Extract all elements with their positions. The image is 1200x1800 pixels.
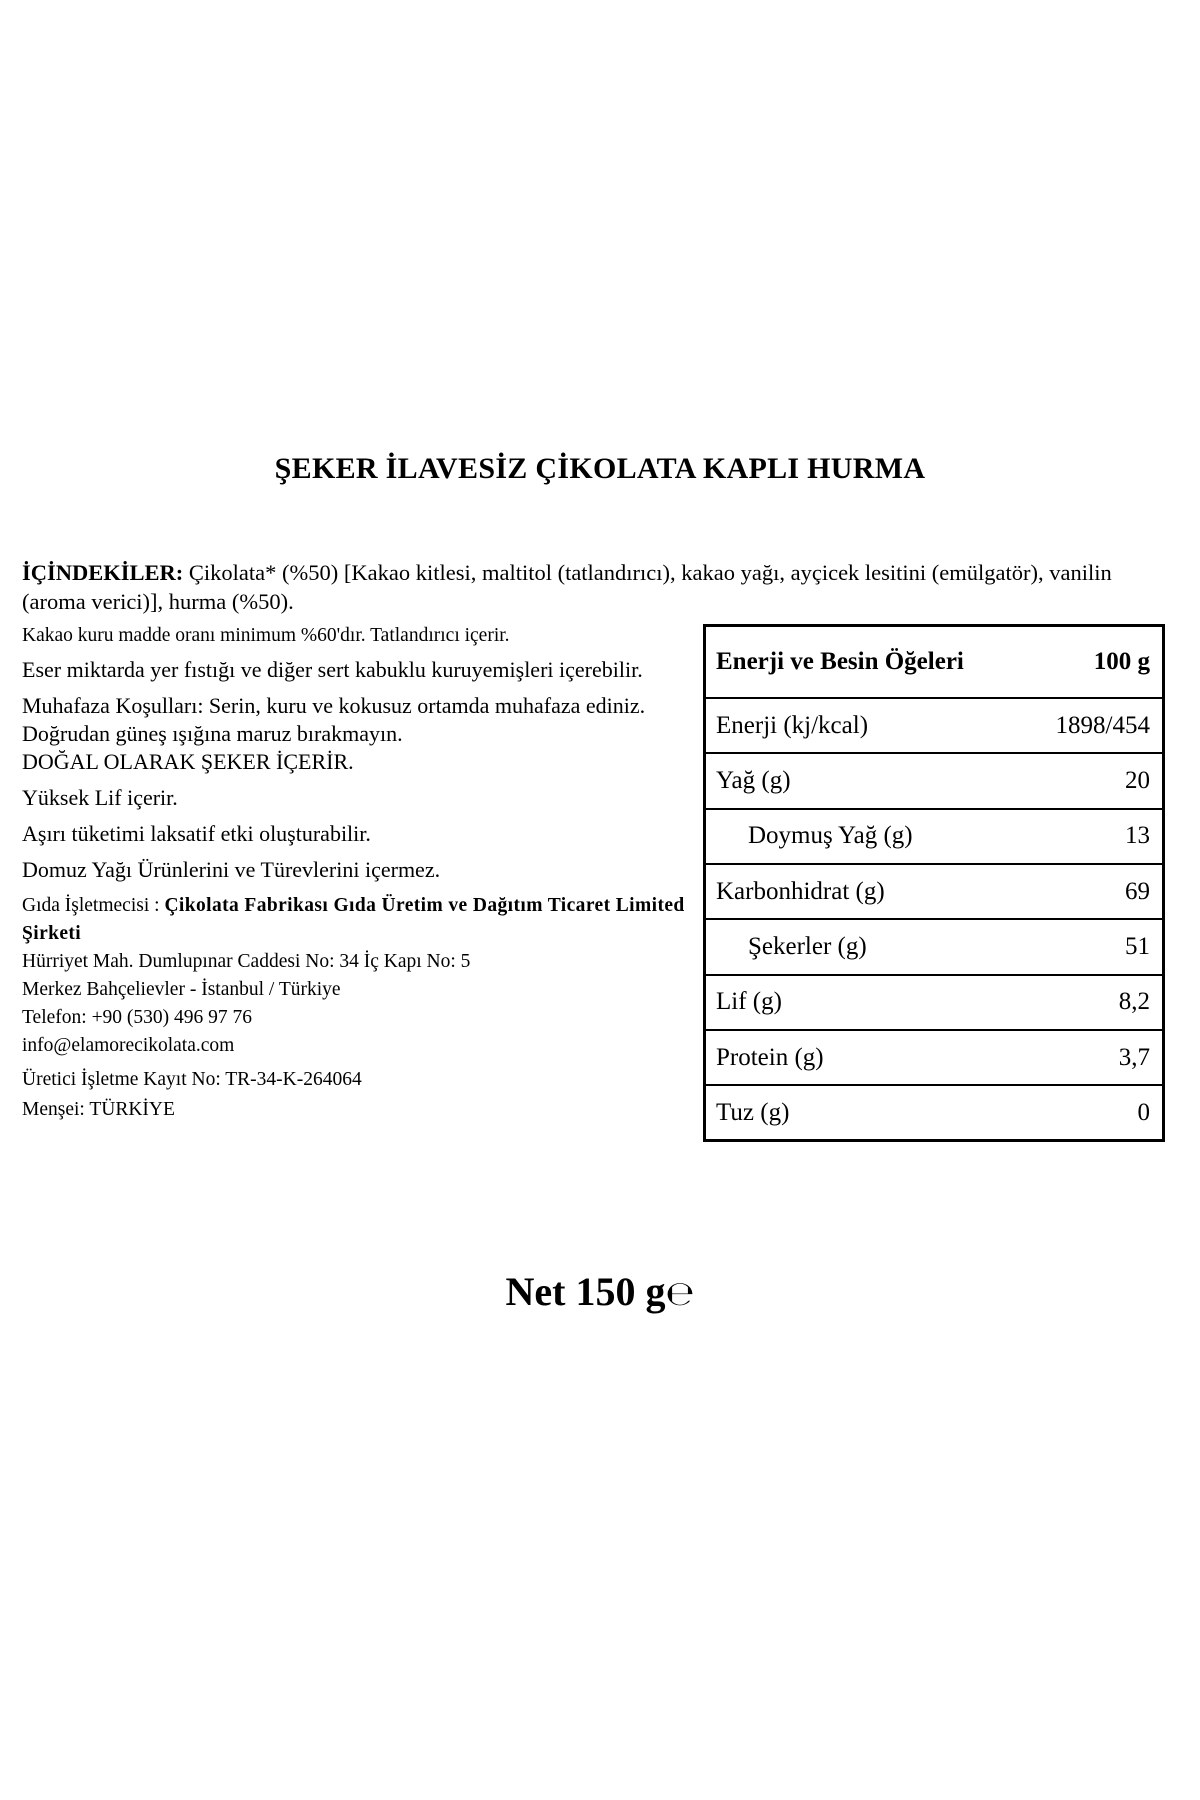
company-label: Gıda İşletmecisi :	[22, 895, 165, 916]
pork-free-note: Domuz Yağı Ürünlerini ve Türevlerini içermez.	[22, 857, 441, 882]
estimated-sign-icon: ℮	[665, 1274, 695, 1314]
nutrition-row	[706, 975, 1162, 1030]
nutrition-row	[706, 1085, 1162, 1139]
nutrition-label: Şekerler (g)	[706, 919, 1025, 974]
registry-number: Üretici İşletme Kayıt No: TR-34-K-264064	[22, 1069, 362, 1090]
laxative-note: Aşırı tüketimi laksatif etki oluşturabilir.	[22, 821, 371, 846]
nutrition-value: 8,2	[1025, 975, 1162, 1030]
nutrition-table	[703, 624, 1165, 1142]
company-address-2: Merkez Bahçelievler - İstanbul / Türkiye	[22, 979, 341, 1000]
nutrition-label: Lif (g)	[706, 975, 1025, 1030]
nutrition-row	[706, 809, 1162, 864]
storage-note: Muhafaza Koşulları: Serin, kuru ve kokusuz ortamda muhafaza ediniz. Doğrudan güneş ışığına maruz bırakmayın.	[22, 693, 646, 746]
nutrition-value: 69	[1025, 864, 1162, 919]
natural-sugar-note: DOĞAL OLARAK ŞEKER İÇERİR.	[22, 749, 354, 774]
nutrition-label: Doymuş Yağ (g)	[706, 809, 1025, 864]
nutrition-row	[706, 919, 1162, 974]
nutrition-value: 3,7	[1025, 1030, 1162, 1085]
nutrition-label: Yağ (g)	[706, 753, 1025, 808]
nutrition-value: 13	[1025, 809, 1162, 864]
fiber-note: Yüksek Lif içerir.	[22, 785, 178, 810]
nutrition-label: Protein (g)	[706, 1030, 1025, 1085]
ingredients-paragraph	[22, 558, 1162, 616]
nutrition-header-value: 100 g	[1025, 627, 1162, 698]
company-email: info@elamorecikolata.com	[22, 1035, 235, 1056]
allergen-note: Eser miktarda yer fıstığı ve diğer sert kabuklu kuruyemişleri içerebilir.	[22, 657, 643, 682]
nutrition-row	[706, 753, 1162, 808]
kakao-note: Kakao kuru madde oranı minimum %60'dır. Tatlandırıcı içerir.	[22, 625, 510, 646]
net-weight	[0, 1268, 1200, 1315]
product-title: ŞEKER İLAVESİZ ÇİKOLATA KAPLI HURMA	[274, 452, 926, 485]
company-address-1: Hürriyet Mah. Dumlupınar Caddesi No: 34 İç Kapı No: 5	[22, 951, 471, 972]
nutrition-value: 51	[1025, 919, 1162, 974]
company-info	[22, 892, 702, 948]
nutrition-label: Tuz (g)	[716, 1098, 790, 1126]
nutrition-header-label: Enerji ve Besin Öğeleri	[706, 627, 1025, 698]
nutrition-row	[706, 864, 1162, 919]
company-phone: Telefon: +90 (530) 496 97 76	[22, 1007, 253, 1028]
nutrition-value: 0	[1137, 1098, 1150, 1126]
origin: Menşei: TÜRKİYE	[22, 1099, 175, 1120]
ingredients-label: İÇİNDEKİLER:	[22, 560, 184, 585]
ingredients-text: Çikolata* (%50) [Kakao kitlesi, maltitol (tatlandırıcı), kakao yağı, ayçicek lesitini (emülgatör), vanilin (aroma verici)], hurma (%50).	[22, 560, 1112, 614]
label-notes	[22, 622, 702, 1124]
nutrition-value: 20	[1025, 753, 1162, 808]
nutrition-label: Karbonhidrat (g)	[706, 864, 1025, 919]
nutrition-header-row	[706, 627, 1162, 698]
nutrition-row	[706, 698, 1162, 753]
net-weight-text: Net 150 g	[505, 1269, 666, 1314]
nutrition-value: 1898/454	[1025, 698, 1162, 753]
nutrition-label: Enerji (kj/kcal)	[706, 698, 1025, 753]
company-name: Çikolata Fabrikası Gıda Üretim ve Dağıtım Ticaret Limited Şirketi	[22, 895, 685, 944]
nutrition-row	[706, 1030, 1162, 1085]
